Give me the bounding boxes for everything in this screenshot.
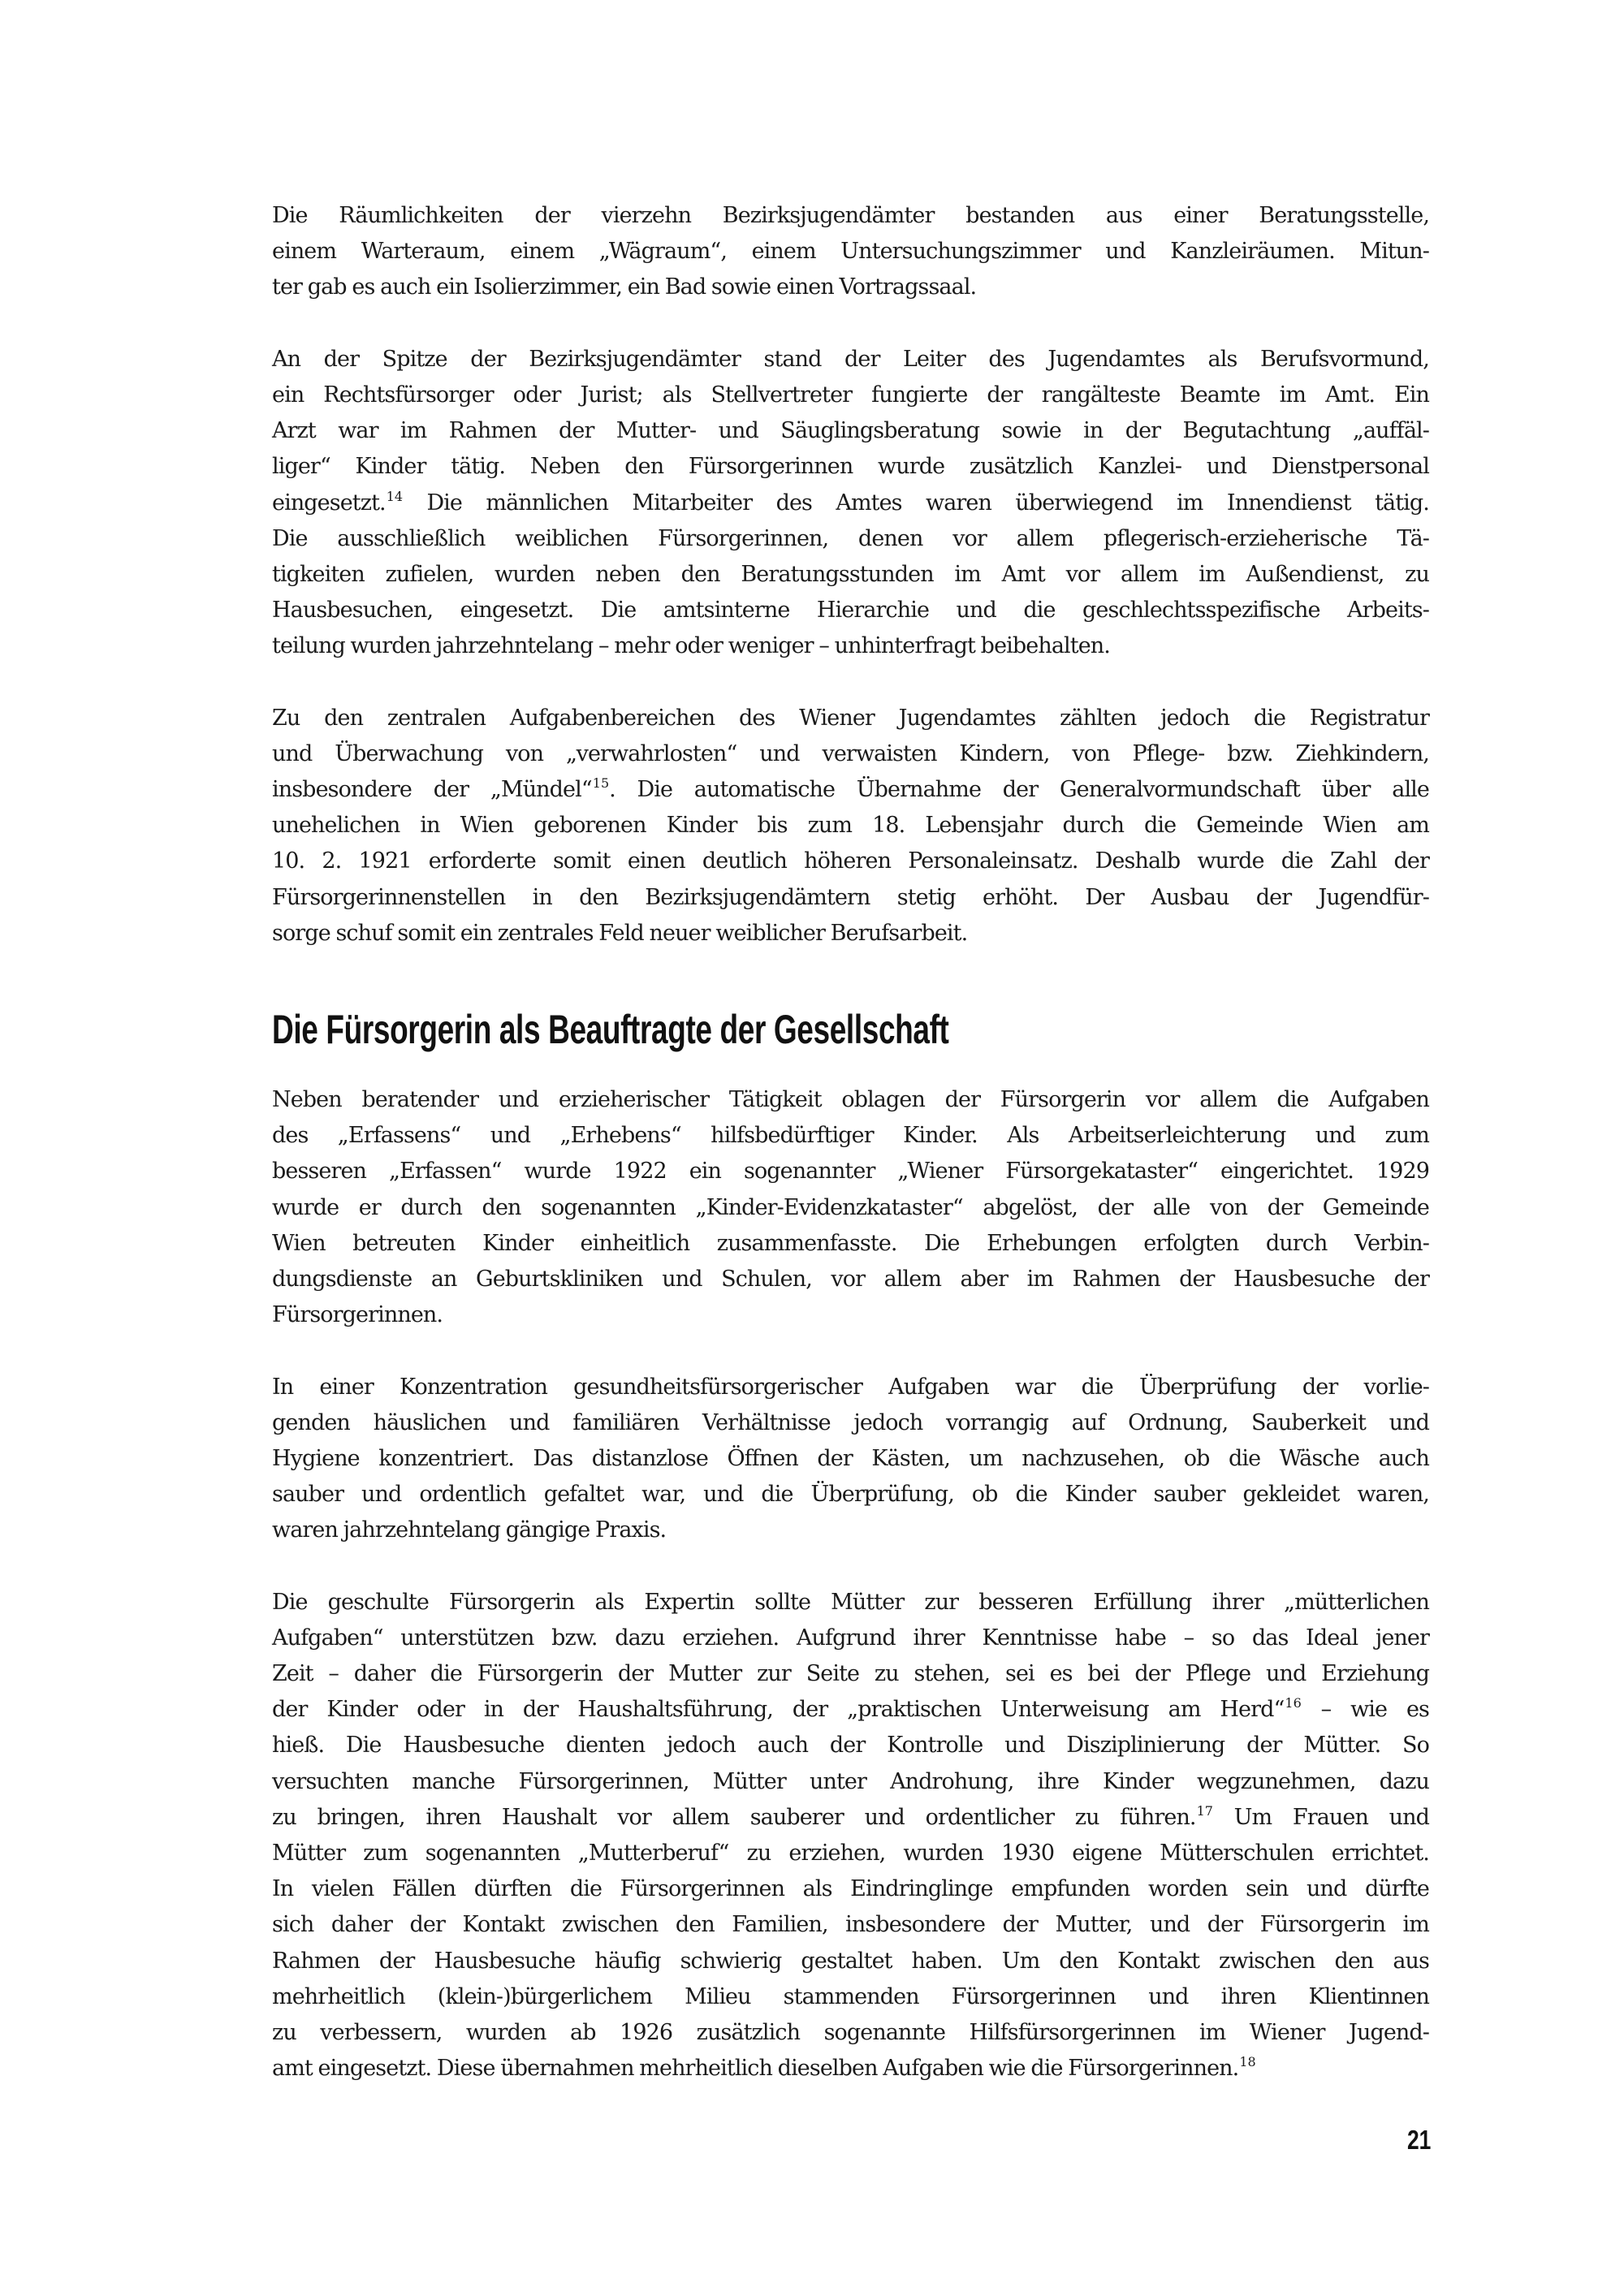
text-line: sauber und ordentlich gefaltet war, und die Überprüfung, ob die Kinder sauber gekleidet waren, [272, 1482, 1429, 1508]
text-line: In einer Konzentration gesundheitsfürsorgerischer Aufgaben war die Überprüfung der vorlie- [272, 1374, 1429, 1400]
text-line: des „Erfassens“ und „Erhebens“ hilfsbedürftiger Kinder. Als Arbeitserleichterung und zum [272, 1123, 1429, 1149]
text-line: sorge schuf somit ein zentrales Feld neuer weiblicher Berufsarbeit. [272, 920, 968, 946]
text-line: besseren „Erfassen“ wurde 1922 ein sogenannter „Wiener Fürsorgekataster“ eingerichtet. 1929 [272, 1159, 1429, 1185]
body-text-lower [272, 1082, 1429, 2087]
text-line: hieß. Die Hausbesuche dienten jedoch auch der Kontrolle und Disziplinierung der Mütter. So [272, 1733, 1429, 1759]
text-line: versuchten manche Fürsorgerinnen, Mütter unter Androhung, ihre Kinder wegzunehmen, dazu [272, 1768, 1429, 1794]
text-line: sich daher der Kontakt zwischen den Familien, insbesondere der Mutter, und der Fürsorgerin im [272, 1912, 1429, 1938]
footnote-reference[interactable]: 16 [1285, 1695, 1302, 1711]
text-line: Die ausschließlich weiblichen Fürsorgerinnen, denen vor allem pflegerisch-erzieherische Tä- [272, 525, 1429, 551]
text-line: Wien betreuten Kinder einheitlich zusammenfasste. Die Erhebungen erfolgten durch Verbin- [272, 1230, 1429, 1256]
text-line: Hygiene konzentriert. Das distanzlose Öffnen der Kästen, um nachzusehen, ob die Wäsche auch [272, 1445, 1429, 1471]
text-line: einem Warteraum, einem „Wägraum“, einem Untersuchungszimmer und Kanzleiräumen. Mitun- [272, 239, 1429, 265]
text-line: Rahmen der Hausbesuche häufig schwierig gestaltet haben. Um den Kontakt zwischen den aus [272, 1948, 1429, 1974]
text-line: teilung wurden jahrzehntelang – mehr oder weniger – unhinterfragt beibehalten. [272, 633, 1110, 659]
text-line: Die Räumlichkeiten der vierzehn Bezirksjugendämter bestanden aus einer Beratungsstelle, [272, 203, 1429, 228]
text-line: tigkeiten zufielen, wurden neben den Beratungsstunden im Amt vor allem im Außendienst, zu [272, 561, 1429, 587]
paragraph [272, 701, 1429, 952]
text-line: 10. 2. 1921 erforderte somit einen deutlich höheren Personaleinsatz. Deshalb wurde die Zahl der [272, 848, 1429, 874]
text-line: liger“ Kinder tätig. Neben den Fürsorgerinnen wurde zusätzlich Kanzlei- und Dienstpersonal [272, 454, 1429, 480]
paragraph [272, 1370, 1429, 1549]
text-line: genden häuslichen und familiären Verhältnisse jedoch vorrangig auf Ordnung, Sauberkeit und [272, 1409, 1429, 1435]
text-line: Fürsorgerinnen. [272, 1302, 443, 1328]
page-number: 21 [1407, 2125, 1432, 2155]
text-line: Hausbesuchen, eingesetzt. Die amtsinterne Hierarchie und die geschlechtsspezifische Arbeits- [272, 598, 1429, 624]
paragraph [272, 1082, 1429, 1333]
text-line: Arzt war im Rahmen der Mutter- und Säuglingsberatung sowie in der Begutachtung „auffäl- [272, 418, 1429, 444]
text-line: insbesondere der „Mündel“$^{15}$. Die automatische Übernahme der Generalvormundschaft über alle [272, 775, 1429, 802]
text-line: Fürsorgerinnenstellen in den Bezirksjugendämtern stetig erhöht. Der Ausbau der Jugendfür- [272, 884, 1429, 910]
text-line: Mütter zum sogenannten „Mutterberuf“ zu erziehen, wurden 1930 eigene Mütterschulen errichtet. [272, 1840, 1429, 1866]
text-line: zu bringen, ihren Haushalt vor allem sauberer und ordentlicher zu führen.$^{17}$ Um Frauen und [272, 1802, 1430, 1830]
section-heading: Die Fürsorgerin als Beauftragte der Gesellschaft [272, 1007, 949, 1052]
text-line: zu verbessern, wurden ab 1926 zusätzlich sogenannte Hilfsfürsorgerinnen im Wiener Jugend- [272, 2019, 1429, 2045]
text-line: ter gab es auch ein Isolierzimmer, ein Bad sowie einen Vortragssaal. [272, 274, 977, 300]
text-line: mehrheitlich (klein-)bürgerlichem Milieu stammenden Fürsorgerinnen und ihren Klientinnen [272, 1983, 1429, 2009]
footnote-reference[interactable]: 17 [1196, 1802, 1213, 1819]
text-line: eingesetzt.$^{14}$ Die männlichen Mitarbeiter des Amtes waren überwiegend im Innendienst tätig. [272, 488, 1429, 516]
text-line: der Kinder oder in der Haushaltsführung, der „praktischen Unterweisung am Herd“$^{16}$ – wie es [272, 1695, 1429, 1723]
text-line: waren jahrzehntelang gängige Praxis. [272, 1517, 667, 1543]
paragraph [272, 342, 1429, 665]
footnote-reference[interactable]: 15 [592, 775, 610, 791]
footnote-reference[interactable]: 18 [1239, 2054, 1256, 2070]
text-line: unehelichen in Wien geborenen Kinder bis zum 18. Lebensjahr durch die Gemeinde Wien am [272, 813, 1429, 839]
text-line: dungsdienste an Geburtskliniken und Schulen, vor allem aber im Rahmen der Hausbesuche der [272, 1266, 1429, 1292]
body-text-upper [272, 198, 1429, 952]
paragraph [272, 198, 1429, 306]
text-line: Aufgaben“ unterstützen bzw. dazu erziehen. Aufgrund ihrer Kenntnisse habe – so das Ideal jener [272, 1625, 1429, 1651]
text-line: Zu den zentralen Aufgabenbereichen des Wiener Jugendamtes zählten jedoch die Registratur [272, 705, 1429, 731]
text-line: In vielen Fällen dürften die Fürsorgerinnen als Eindringlinge empfunden worden sein und dürfte [272, 1876, 1429, 1902]
paragraph [272, 1585, 1429, 2087]
text-line: Die geschulte Fürsorgerin als Expertin sollte Mütter zur besseren Erfüllung ihrer „mütterlichen [272, 1589, 1429, 1615]
text-line: wurde er durch den sogenannten „Kinder-Evidenzkataster“ abgelöst, der alle von der Gemeinde [272, 1194, 1429, 1220]
footnote-reference[interactable]: 14 [386, 488, 404, 504]
text-line: An der Spitze der Bezirksjugendämter stand der Leiter des Jugendamtes als Berufsvormund, [272, 346, 1429, 372]
text-line: ein Rechtsfürsorger oder Jurist; als Stellvertreter fungierte der rangälteste Beamte im Amt. Ein [272, 382, 1429, 408]
text-line: Neben beratender und erzieherischer Tätigkeit oblagen der Fürsorgerin vor allem die Aufgaben [272, 1087, 1429, 1112]
text-line: amt eingesetzt. Diese übernahmen mehrheitlich dieselben Aufgaben wie die Fürsorgerinnen.$^{18}$ [272, 2054, 1256, 2082]
text-line: Zeit – daher die Fürsorgerin der Mutter zur Seite zu stehen, sei es bei der Pflege und Erziehung [272, 1661, 1429, 1686]
text-line: und Überwachung von „verwahrlosten“ und verwaisten Kindern, von Pflege- bzw. Ziehkindern, [272, 740, 1429, 766]
